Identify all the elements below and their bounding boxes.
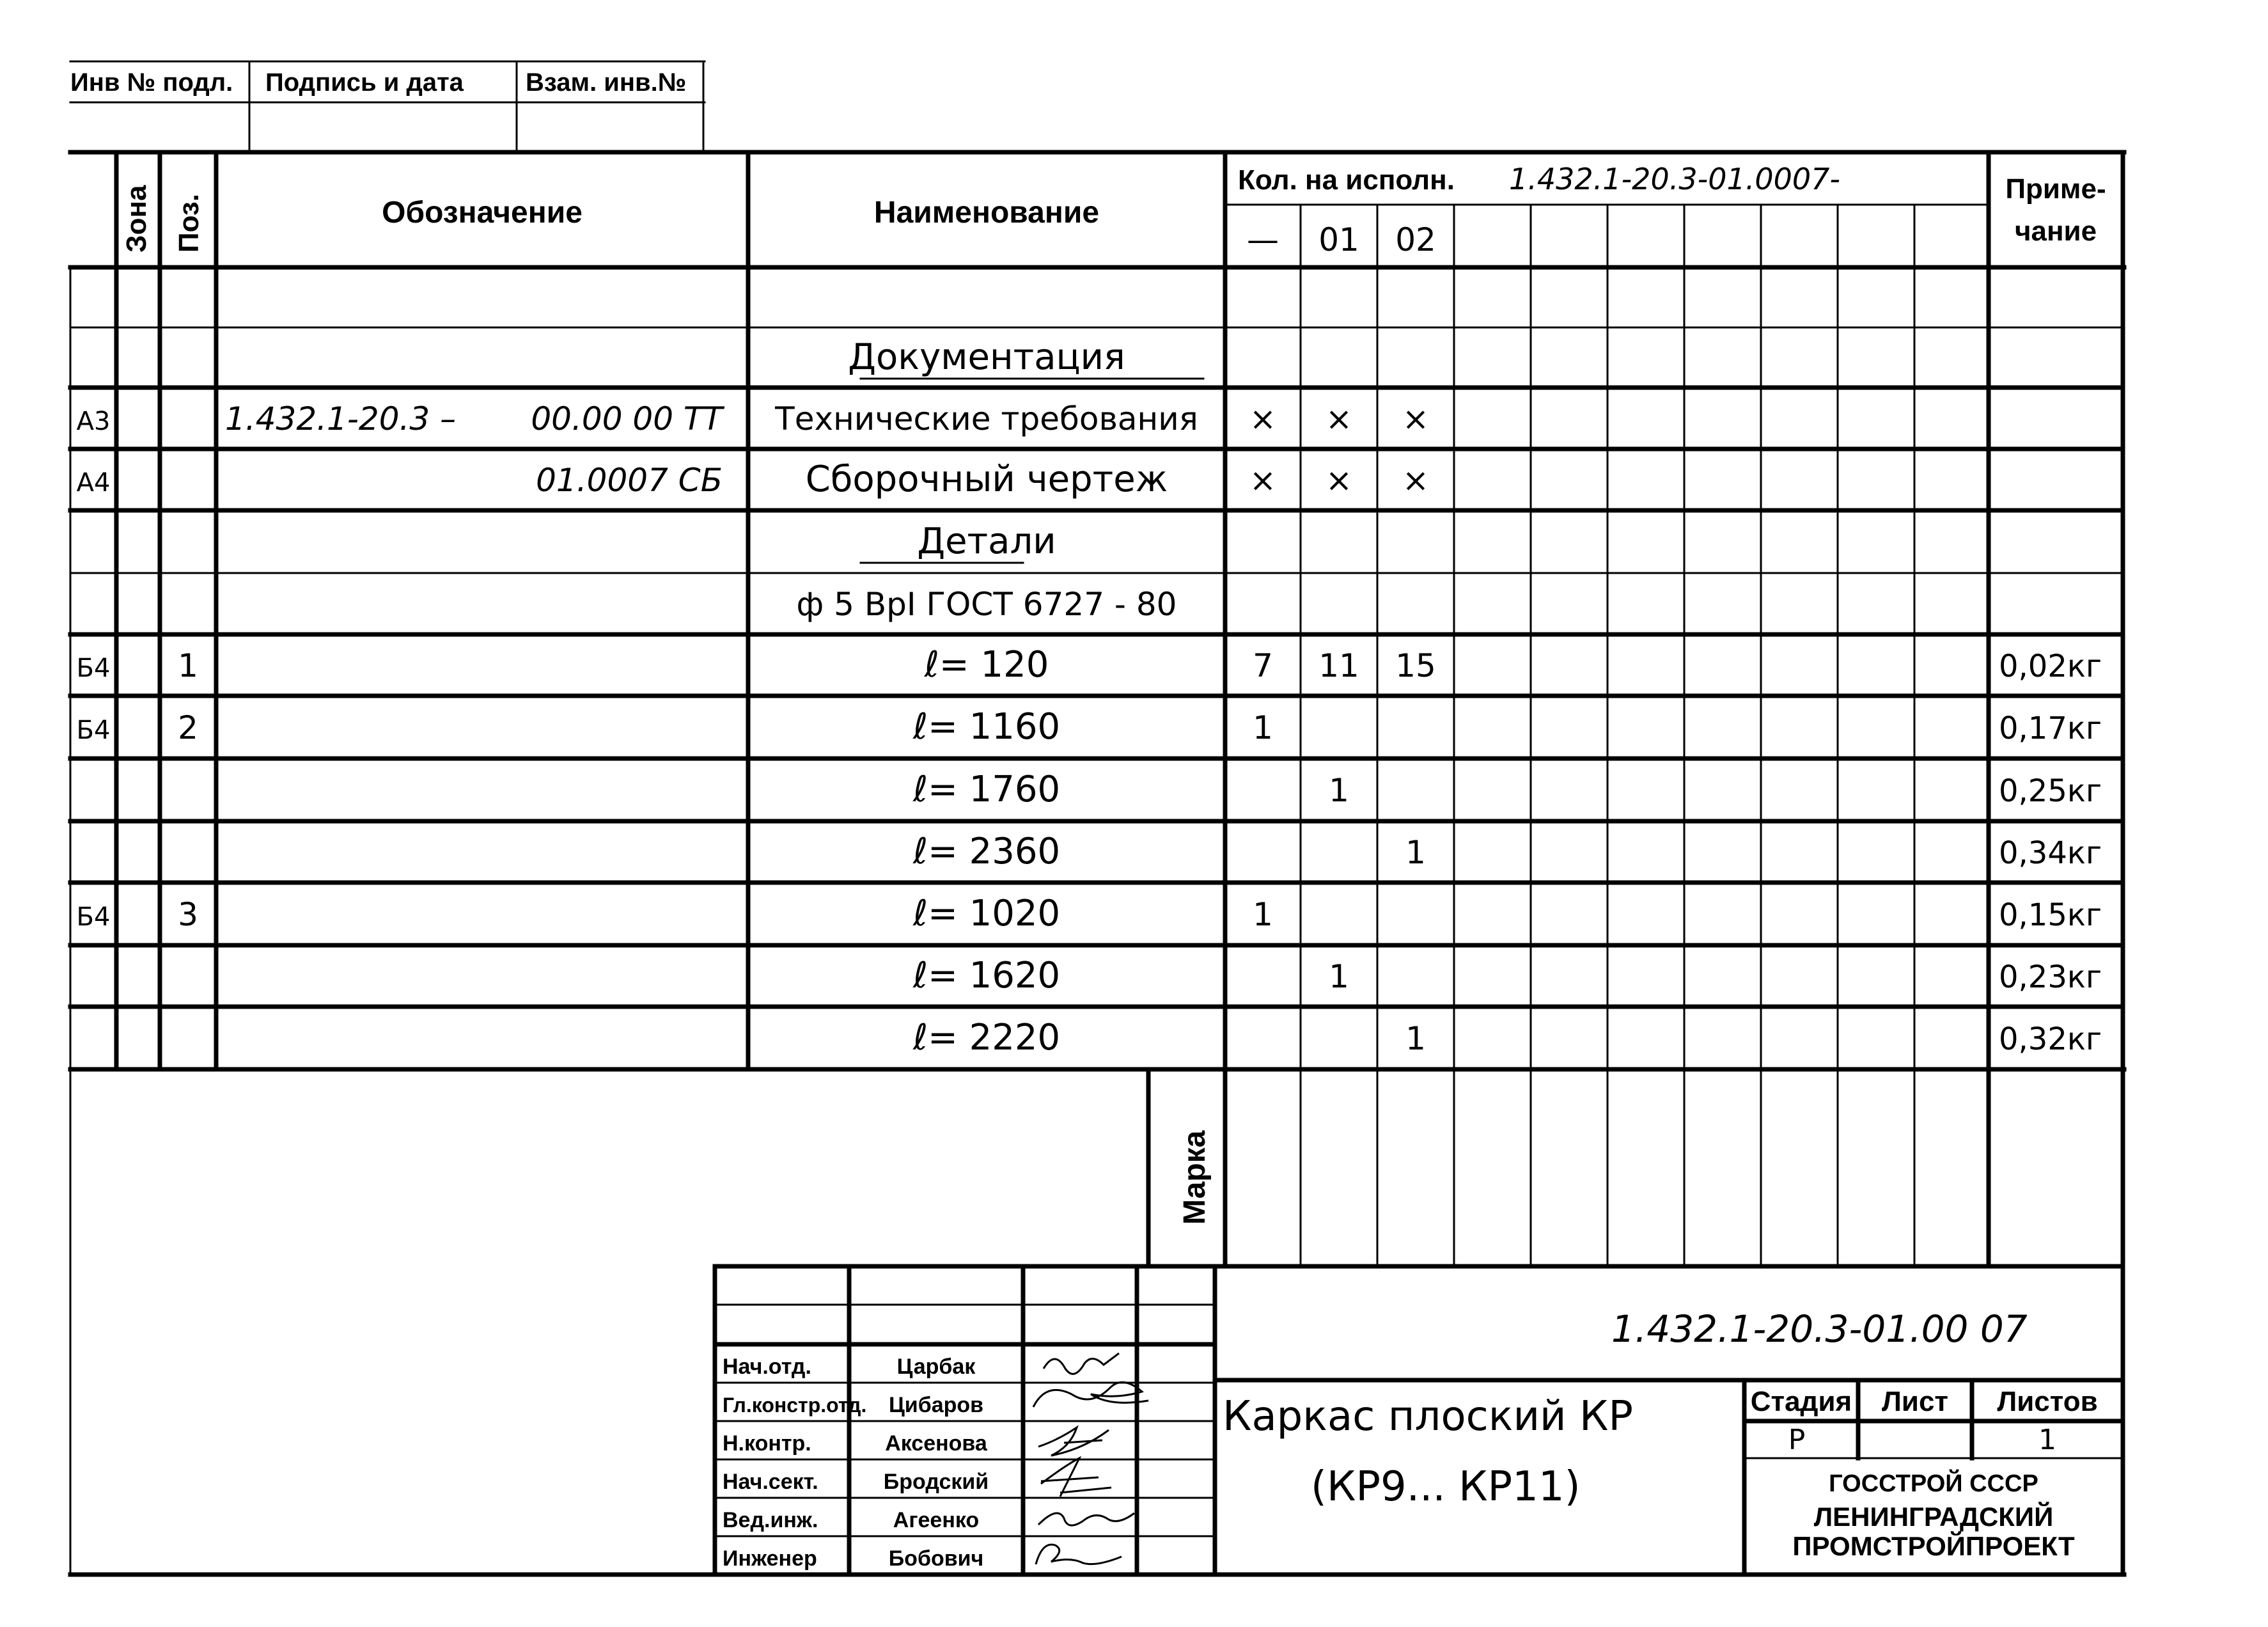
table-row xyxy=(77,706,2102,748)
signer-name: Бобович xyxy=(888,1546,984,1571)
cell-q0: 1 xyxy=(1253,709,1273,746)
cell-q2: 15 xyxy=(1395,647,1436,684)
cell-prim: 0,34кг xyxy=(1999,835,2102,871)
table-row xyxy=(77,893,2102,934)
signer-name: Цибаров xyxy=(888,1393,984,1417)
cell-naim: ℓ= 1760 xyxy=(912,769,1061,810)
kol-label: Кол. на исполн. xyxy=(1238,164,1455,196)
table-row xyxy=(797,586,1177,623)
vzam-label: Взам. инв.№ xyxy=(526,68,687,97)
cell-naim: Детали xyxy=(917,521,1056,562)
title-block xyxy=(715,1266,2123,1575)
cell-q1: 1 xyxy=(1329,958,1349,995)
table-row xyxy=(77,644,2102,686)
kol-code: 1.432.1-20.3-01.0007- xyxy=(1509,162,1841,196)
signer-role: Нач.сект. xyxy=(723,1470,818,1494)
listov-value: 1 xyxy=(2038,1424,2056,1456)
document-code: 1.432.1-20.3-01.00 07 xyxy=(1611,1307,2028,1351)
cell-zona: Б4 xyxy=(76,902,111,932)
cell-zona: Б4 xyxy=(76,654,111,683)
cell-poz: 3 xyxy=(178,896,198,933)
item-name-line1: Каркас плоский КР xyxy=(1223,1393,1633,1440)
table-row xyxy=(917,521,1056,562)
cell-q1: × xyxy=(1326,462,1352,499)
signer-name: Царбак xyxy=(896,1355,976,1379)
cell-q0: × xyxy=(1249,400,1276,437)
signer-role: Инженер xyxy=(723,1546,817,1571)
list-label: Лист xyxy=(1882,1386,1948,1417)
cell-naim: Документация xyxy=(848,336,1125,378)
cell-q0: 7 xyxy=(1253,647,1273,684)
cell-q1: 11 xyxy=(1318,647,1359,684)
signer-role: Н.контр. xyxy=(723,1431,811,1456)
cell-prim: 0,32кг xyxy=(1999,1021,2102,1057)
poz-header: Поз. xyxy=(173,193,205,253)
signer-name: Аксенова xyxy=(885,1431,987,1456)
org-line1: ГОССТРОЙ СССР xyxy=(1829,1470,2038,1497)
cell-q1: 1 xyxy=(1329,772,1349,809)
oboznachenie-header: Обозначение xyxy=(382,196,583,230)
signer-role: Вед.инж. xyxy=(723,1508,818,1532)
cell-poz: 2 xyxy=(178,709,198,746)
cell-prim: 0,02кг xyxy=(1999,648,2102,684)
variant-01: 01 xyxy=(1318,221,1359,258)
inv-podl-label: Инв № подл. xyxy=(70,68,233,97)
inventory-stamp xyxy=(70,61,705,152)
listov-label: Листов xyxy=(1997,1386,2098,1417)
cell-q2: 1 xyxy=(1405,1020,1426,1057)
table-row xyxy=(848,336,1125,378)
cell-naim: ф 5 ВрI ГОСТ 6727 - 80 xyxy=(796,586,1177,623)
zona-header: Зона xyxy=(121,185,152,253)
marka-label: Марка xyxy=(1178,1130,1212,1225)
cell-prim: 0,23кг xyxy=(1999,959,2102,995)
primechanie-header-2: чание xyxy=(2014,216,2097,247)
cell-naim: ℓ= 2360 xyxy=(912,831,1061,872)
signers-list xyxy=(723,1355,989,1571)
cell-obozn-b: 01.0007 СБ xyxy=(536,462,723,499)
cell-q2: × xyxy=(1402,462,1429,499)
cell-zona: А4 xyxy=(76,468,111,498)
stadiya-value: Р xyxy=(1788,1424,1806,1456)
cell-prim: 0,15кг xyxy=(1999,897,2102,933)
variant-02: 02 xyxy=(1395,221,1436,258)
cell-zona: Б4 xyxy=(76,716,111,745)
stadiya-label: Стадия xyxy=(1750,1386,1852,1417)
table-row xyxy=(912,831,2102,872)
primechanie-header-1: Приме- xyxy=(2005,173,2106,205)
cell-q2: × xyxy=(1402,400,1429,437)
item-name-line2: (КР9... КР11) xyxy=(1311,1463,1581,1511)
cell-naim: ℓ= 1160 xyxy=(912,706,1061,748)
cell-prim: 0,17кг xyxy=(1999,711,2102,746)
cell-obozn-b: 00.00 00 ТТ xyxy=(531,400,723,437)
cell-zona: А3 xyxy=(76,407,111,436)
cell-obozn-a: 1.432.1-20.3 – xyxy=(225,400,457,437)
table-row xyxy=(912,955,2102,996)
cell-naim: ℓ= 120 xyxy=(924,644,1049,686)
signer-role: Нач.отд. xyxy=(723,1355,811,1379)
signer-name: Агеенко xyxy=(893,1508,980,1532)
cell-naim: ℓ= 2220 xyxy=(912,1017,1061,1058)
table-row xyxy=(912,1017,2102,1058)
cell-poz: 1 xyxy=(178,647,198,684)
cell-q0: × xyxy=(1249,462,1276,499)
signer-role: Гл.констр.отд. xyxy=(723,1394,867,1417)
signer-name: Бродский xyxy=(883,1470,989,1494)
table-row xyxy=(912,769,2102,810)
cell-q0: 1 xyxy=(1253,896,1273,933)
variant-base: — xyxy=(1247,221,1279,258)
podpis-label: Подпись и дата xyxy=(265,68,464,97)
cell-naim: ℓ= 1020 xyxy=(912,893,1061,934)
cell-naim: ℓ= 1620 xyxy=(912,955,1061,996)
cell-naim: Сборочный чертеж xyxy=(805,459,1168,500)
cell-q1: × xyxy=(1326,400,1352,437)
cell-naim: Технические требования xyxy=(775,400,1198,437)
org-line2: ЛЕНИНГРАДСКИЙ xyxy=(1813,1502,2054,1532)
naimenovanie-header: Наименование xyxy=(873,196,1100,230)
cell-q2: 1 xyxy=(1405,834,1426,871)
table-header xyxy=(121,162,2106,258)
cell-prim: 0,25кг xyxy=(1999,773,2102,809)
org-line3: ПРОМСТРОЙПРОЕКТ xyxy=(1792,1531,2075,1561)
